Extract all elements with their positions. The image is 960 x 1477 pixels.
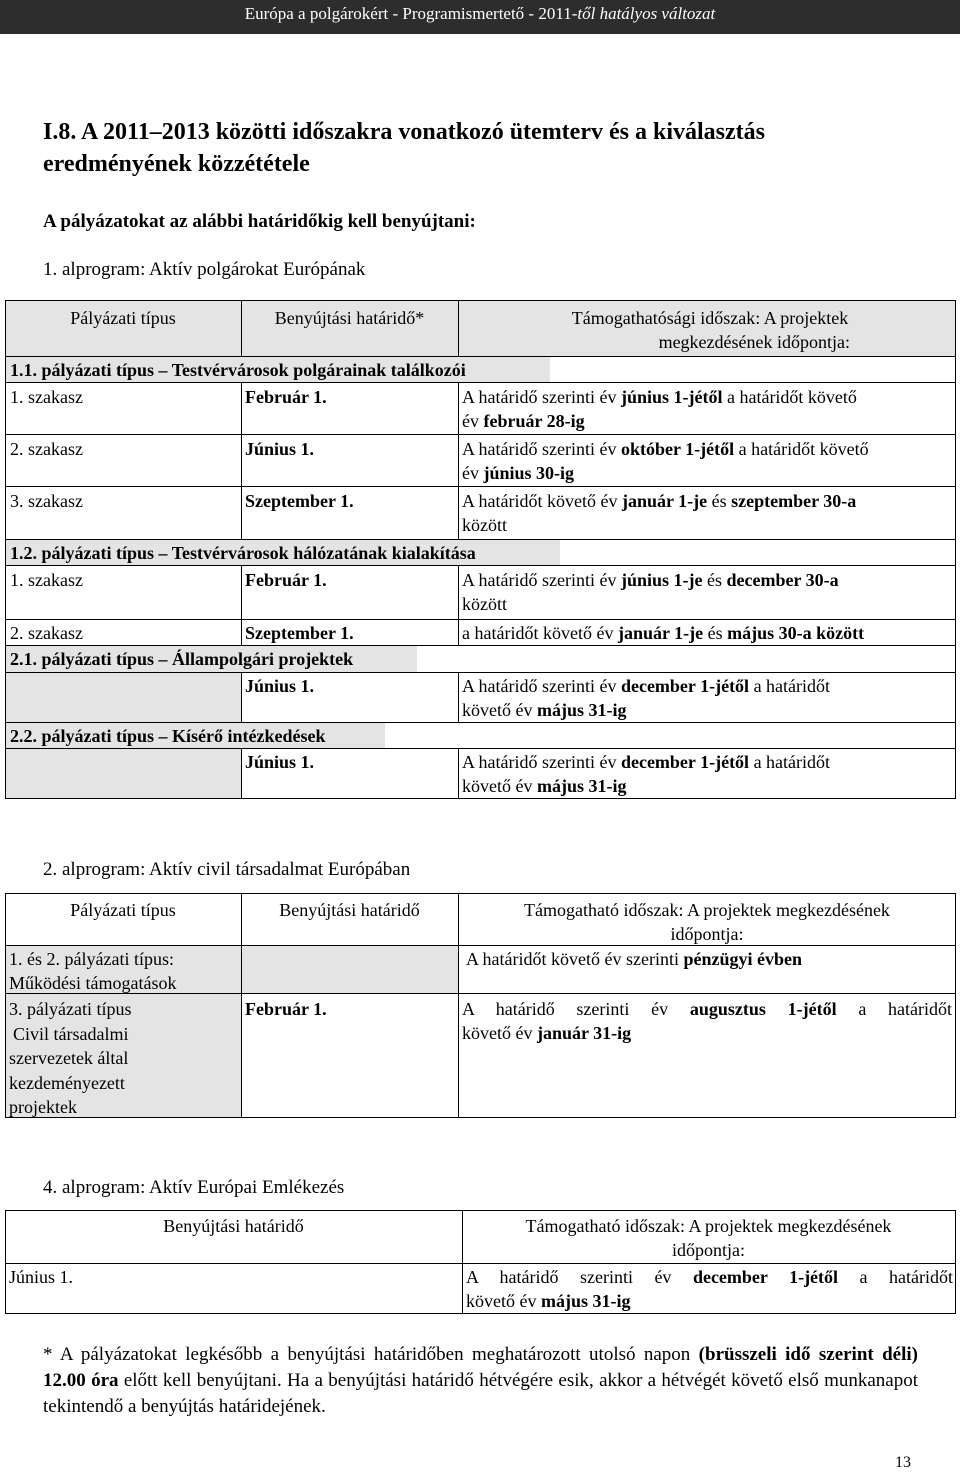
col-type-header: Pályázati típus [70, 308, 176, 328]
row-date: Február 1. [245, 570, 327, 590]
row-type: 1. és 2. pályázati típus: Működési támogatások [9, 949, 177, 993]
row-date: Június 1. [245, 676, 315, 696]
group-1-1-title: 1.1. pályázati típus – Testvérvárosok polgárainak találkozói [10, 360, 466, 380]
col-deadline-header: Benyújtási határidő* [274, 308, 425, 328]
row-period: A határidőt követő év szerinti pénzügyi évben [466, 949, 802, 969]
row-type: 3. pályázati típus Civil társadalmi szervezetek által kezdeményezett projektek [9, 999, 132, 1117]
group-2-1-title: 2.1. pályázati típus – Állampolgári projektek [10, 649, 354, 669]
row-date: Június 1. [245, 752, 315, 772]
row-period: A határidő szerinti év december 1-jétől a határidőt követő év május 31-ig [466, 1267, 954, 1311]
prog2-heading: 2. alprogram: Aktív civil társadalmat Európában [43, 859, 411, 880]
row-date: Június 1. [245, 439, 315, 459]
row-period: A határidő szerinti év december 1-jétől a határidőt követő év május 31-ig [462, 676, 831, 720]
row-date: Február 1. [245, 999, 327, 1019]
intro-text: A pályázatokat az alábbi határidőkig kell benyújtani: [43, 211, 476, 232]
page-number: 13 [895, 1454, 911, 1471]
section-title-line1: I.8. A 2011–2013 közötti időszakra vonatkozó ütemterv és a kiválasztás [43, 119, 765, 145]
row-date: Szeptember 1. [245, 623, 354, 643]
col-type-header: Pályázati típus [70, 900, 176, 920]
row-date: Június 1. [9, 1267, 74, 1287]
row-period: A határidő szerinti év december 1-jétől a határidőt követő év május 31-ig [462, 752, 831, 796]
footnote: * A pályázatokat legkésőbb a benyújtási határidőben meghatározott utolsó napon (brüsszeli idő szerint déli) 12.00 óra előtt kell benyújtani. Ha a benyújtási határidő hétvégére esik, akkor a hétvégét követő első munkanapot tekintendő a benyújtás határidejének. [43, 1344, 918, 1417]
col-period-header: Támogathatósági időszak: A projektek megkezdésének időpontja: [571, 308, 850, 352]
row-phase: 1. szakasz [10, 570, 83, 590]
row-date: Szeptember 1. [245, 491, 354, 511]
col-period-header: Támogatható időszak: A projektek megkezdésének időpontja: [524, 900, 890, 944]
row-period: A határidő szerinti év június 1-jétől a határidőt követő év február 28-ig [462, 387, 857, 431]
row-phase: 2. szakasz [10, 439, 83, 459]
col-deadline-header: Benyújtási határidő [279, 900, 420, 920]
row-period: A határidő szerinti év október 1-jétől a határidőt követő év június 30-ig [462, 439, 869, 483]
row-date: Február 1. [245, 387, 327, 407]
col-deadline-header: Benyújtási határidő [163, 1216, 304, 1236]
col-period-header: Támogatható időszak: A projektek megkezdésének időpontja: [525, 1216, 892, 1260]
header-title: Európa a polgárokért - Programismertető - 2011 [244, 4, 572, 23]
group-2-2-title: 2.2. pályázati típus – Kísérő intézkedések [10, 726, 326, 746]
prog1-heading: 1. alprogram: Aktív polgárokat Európának [43, 259, 366, 280]
row-period: A határidőt követő év január 1-je és szeptember 30-a között [462, 491, 857, 535]
document-header [0, 0, 960, 34]
row-phase: 3. szakasz [10, 491, 83, 511]
prog4-heading: 4. alprogram: Aktív Európai Emlékezés [43, 1177, 345, 1198]
row-period: a határidőt követő év január 1-je és május 30-a között [462, 623, 865, 643]
row-period: A határidő szerinti év június 1-je és december 30-a között [462, 570, 839, 614]
row-period: A határidő szerinti év augusztus 1-jétől a határidőt követő év január 31-ig [462, 999, 953, 1043]
header-title-italic: -től hatályos változat [571, 4, 716, 23]
group-1-2-title: 1.2. pályázati típus – Testvérvárosok hálózatának kialakítása [10, 543, 476, 563]
row-phase: 1. szakasz [10, 387, 83, 407]
section-title-line2: eredményének közzététele [43, 151, 310, 177]
row-phase: 2. szakasz [10, 623, 83, 643]
